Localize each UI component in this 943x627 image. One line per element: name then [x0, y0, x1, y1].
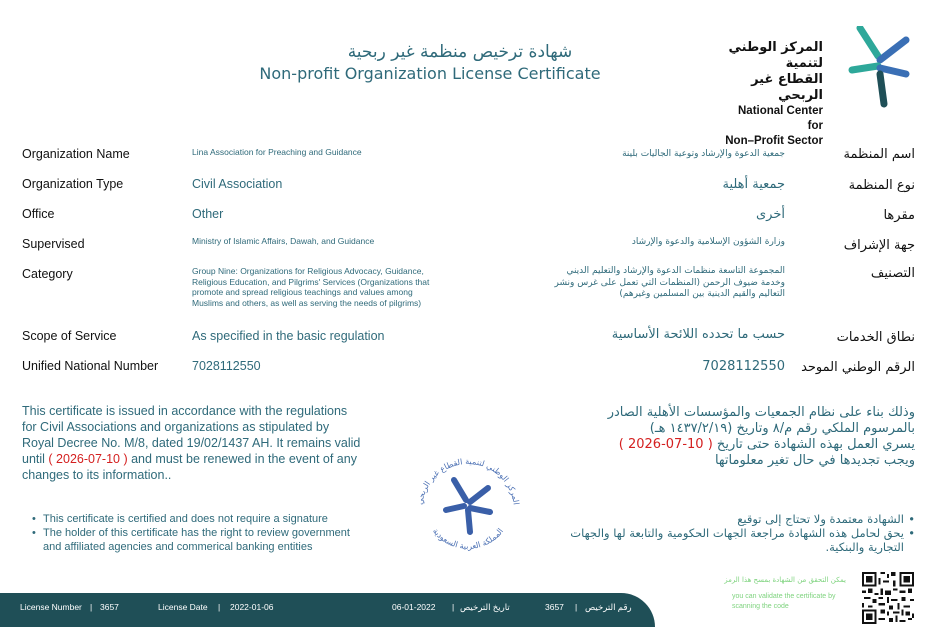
title-arabic: شهادة ترخيص منظمة غير ربحية	[347, 42, 573, 62]
license-date-en: 2022-01-06	[230, 602, 274, 612]
label-organization-type-ar: نوع المنظمة	[848, 178, 915, 193]
logo-ar-line1: المركز الوطني لتنمية	[728, 40, 823, 71]
seal-mark-icon	[446, 480, 490, 532]
label-unified-national-number: Unified National Number	[22, 359, 159, 373]
license-date-ar: 06-01-2022	[392, 602, 436, 612]
value-organization-type-ar: جمعية أهلية	[722, 177, 785, 192]
footer-bar	[0, 593, 655, 627]
label-scope-of-service-ar: نطاق الخدمات	[836, 330, 915, 345]
statement-en-before: This certificate is issued in accordance with the regulations for Civil Associations and organizations as stipulated by Royal Decree No. M/8, dated 19/02/1437 AH. It remains valid until	[22, 404, 361, 466]
statement-ar-line4: ويجب تجديدها في حال تغير معلوماتها	[714, 453, 915, 468]
qr-code[interactable]	[862, 572, 914, 624]
value-scope-of-service-ar: حسب ما تحدده اللائحة الأساسية	[611, 327, 785, 342]
seal-top-text: المركز الوطني لتنمية القطاع غير الربحي	[415, 456, 521, 506]
bullet-en-item: • This certificate is certified and does not require a signature	[32, 512, 362, 526]
value-supervised-en: Ministry of Islamic Affairs, Dawah, and Guidance	[192, 236, 375, 246]
logo-mark-icon	[848, 26, 910, 108]
value-office-ar: أخرى	[756, 207, 785, 222]
expiry-date-ar: ( 10-07-2026 )	[618, 437, 713, 452]
label-category: Category	[22, 267, 73, 281]
statement-ar-line3	[585, 437, 915, 453]
value-organization-type-en: Civil Association	[192, 177, 283, 191]
label-unified-national-number-ar: الرقم الوطني الموحد	[801, 360, 915, 375]
label-category-ar: التصنيف	[870, 266, 915, 281]
license-number-ar: 3657	[545, 602, 564, 612]
label-organization-type: Organization Type	[22, 177, 124, 191]
title-english: Non-profit Organization License Certificate	[259, 64, 601, 83]
bullet-en-item: • The holder of this certificate has the right to review government and affiliated agencies and commerical banking entities	[32, 526, 362, 554]
official-seal	[404, 440, 532, 568]
expiry-date-en: ( 2026-07-10 )	[48, 452, 128, 466]
value-category-en: Group Nine: Organizations for Religious Advocacy, Guidance, Religious Education, and Pilgrims' Services (Organizations that promote and spread religious teachings and values among Muslims and others, as well as serving the needs of pilgrims)	[192, 266, 430, 308]
value-organization-name-en: Lina Association for Preaching and Guidance	[192, 147, 362, 157]
bullets-english	[32, 512, 362, 554]
bullet-ar-item: • الشهادة معتمدة ولا تحتاج إلى توقيع	[535, 512, 915, 526]
logo-ar-line2: القطاع غير الربحي	[751, 72, 823, 103]
bullets-arabic	[535, 512, 915, 554]
license-number-label-en: License Number	[20, 602, 82, 612]
label-supervised: Supervised	[22, 237, 85, 251]
value-unified-national-number-en: 7028112550	[192, 359, 261, 373]
value-category-ar: المجموعة التاسعة منظمات الدعوة والإرشاد والتعليم الديني وخدمة ضيوف الرحمن (المنظمات التي تعمل على غرس ونشر التعاليم والقيم الدينية بين المسلمين وغيرهم)	[554, 266, 785, 299]
label-supervised-ar: جهة الإشراف	[843, 238, 915, 253]
license-number-label-ar: رقم الترخيص	[585, 602, 632, 612]
footer-divider: |	[575, 602, 578, 612]
value-unified-national-number-ar: 7028112550	[702, 359, 785, 374]
footer-divider: |	[218, 602, 221, 612]
logo-en-line2: Non–Profit Sector	[725, 135, 823, 147]
logo-text	[720, 40, 823, 149]
license-date-label-en: License Date	[158, 602, 208, 612]
statement-english	[22, 403, 362, 483]
label-office-ar: مقرها	[883, 208, 915, 223]
label-organization-name-ar: اسم المنظمة	[843, 147, 915, 162]
footer-divider: |	[90, 602, 93, 612]
seal-bottom-text: المملكة العربية السعودية	[430, 526, 506, 551]
license-number-en: 3657	[100, 602, 119, 612]
bullet-ar-item: • يحق لحامل هذه الشهادة مراجعة الجهات الحكومية والتابعة لها والجهات التجارية والبنكية.	[535, 526, 915, 554]
statement-arabic	[585, 405, 915, 469]
value-scope-of-service-en: As specified in the basic regulation	[192, 329, 385, 343]
verify-text-english: you can validate the certificate by scanning the code	[732, 593, 836, 610]
label-office: Office	[22, 207, 55, 221]
value-organization-name-ar: جمعية الدعوة والإرشاد وتوعية الجاليات بلينة	[622, 149, 785, 159]
logo-en-line1: National Center for	[738, 105, 823, 132]
footer-divider: |	[452, 602, 455, 612]
license-date-label-ar: تاريخ الترخيص	[460, 602, 510, 612]
value-supervised-ar: وزارة الشؤون الإسلامية والدعوة والإرشاد	[631, 237, 785, 247]
statement-ar-line2: بالمرسوم الملكي رقم م/٨ وتاريخ (١٤٣٧/٢/١٩ هـ)	[649, 421, 915, 436]
label-organization-name: Organization Name	[22, 147, 130, 161]
statement-en-after: and must be renewed in the event of any changes to its information..	[22, 452, 357, 482]
statement-ar-line1: وذلك بناء على نظام الجمعيات والمؤسسات الأهلية الصادر	[607, 405, 915, 420]
value-office-en: Other	[192, 207, 224, 221]
statement-ar-line3-text: يسري العمل بهذه الشهادة حتى تاريخ	[712, 437, 915, 452]
label-scope-of-service: Scope of Service	[22, 329, 117, 343]
verify-text-arabic: يمكن التحقق من الشهادة بمسح هذا الرمز	[724, 576, 846, 584]
